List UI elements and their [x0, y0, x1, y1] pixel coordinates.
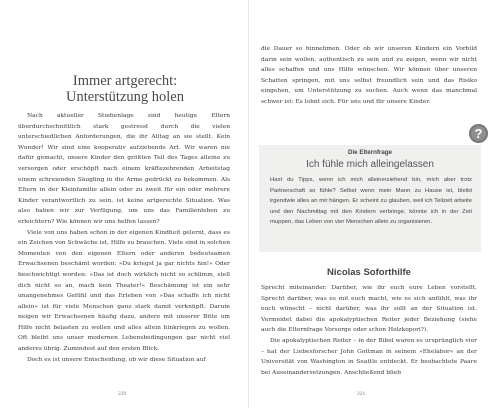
paragraph: Doch es ist unsere Entscheidung, ob wir diese Situation auf	[27, 356, 206, 363]
question-icon: ?	[469, 124, 488, 143]
box-body: Hast du Tipps, wenn ich mich alleinerziehend bin, mich aber trotz Partnerschaft so fühle? Selbst wenn mein Mann zu Hause ist, bleibt irgendwie alles an mir hängen. Er scheint zu glauben, weil ich Teilzeit arbeite und den Nachmittag mit den Kindern verbringe, könnte ich in der Zeit muppen, das Leben von vier Menschen allein zu organisieren.	[270, 177, 472, 226]
box-subtitle: Ich fühle mich alleingelassen	[306, 159, 434, 170]
paragraph: Sprecht miteinander. Darüber, wie ihr euch eure Leben vorstellt. Sprecht darüber, was es mit euch macht, wie es sich anfühlt, was ihr euch wünscht – nicht darüber, was ihr sollt an der Situation ist. Vermeidet dabei die apokalyptischen Reiter jeder Beziehung (siehe auch die Elternfrage Vorsorge oder schon Holzkopori?).	[261, 285, 477, 334]
paragraph: Nach aktueller Studienlage sind heutige Eltern überdurchschnittlich stark gestresst durch die vielen unterschiedlichen Anforderungen, die ihr Alltag an sie stellt. Kein Wunder! Wir sind eine kooperativ aufziehende Art. Wir waren nie dafür gemacht, unsere Kinder den größten Teil des Tages alleine zu versorgen oder erschöpft nach einem kräftezehrenden Arbeitstag einem schreienden Säugling in die Arme gedrückt zu bekommen. Als Eltern in der Kleinfamilie allein oder zu zweit für ein oder mehrere Kinder verantwortlich zu sein, ist keine artgerechte Situation. Was also haben wir zur Verfügung, um uns das Familienleben zu erleichtern? Wie können wir uns helfen lassen?	[18, 113, 230, 225]
paragraph: Die apokalyptischen Reiter – in der Bibel waren es ursprünglich vier – hat der Liebesforscher John Gottman in seinem »Ehelabor« an der Universität von Washington in Seattle entdeckt. Er beobachtete Paare bei Auseinandersetzungen. Anschließend blieb	[261, 337, 477, 376]
paragraph: Viele von uns haben schon in der eigenen Kindheit gelernt, dass es ein Zeichen von Schwäche ist, Hilfe zu brauchen. Viele sind in solchen Momenten von den eigenen Eltern oder anderen bedeutsamen Erwachsenen beschämt worden: »Du kriegst ja gar nichts hin!« Oder beschwichtigt worden: »Das ist doch wirklich nicht so schlimm, stell dich nicht so an, mach kein Theater!« Beschämung ist ein sehr unangenehmes Gefühl und das Erleben von »Das schaffe ich nicht allein« ist für viele Menschen ganz stark damit verknüpft. Darum neigen wir Erwachsenen häufig dazu, andere mit unserer Bitte um Hilfe nicht belasten zu wollen und alles allein hinkriegen zu wollen. Oft bleibt uns unser modernen Lebensbedingungen gar nicht viel anderes übrig. Zumindest auf den ersten Blick.	[18, 229, 230, 353]
chapter-title: Immer artgerecht: Unterstützung holen	[66, 73, 184, 105]
parent-question-box	[259, 145, 481, 252]
right-top-paragraph: die Dauer so hinnehmen. Oder ob wir unseren Kindern ein Vorbild darin sein wollen, authentisch zu sein und zu zeigen, wenn wir nicht alles schaffen und uns Hilfe wünschen. Wir können über unseren Schatten springen, mit uns selbst freundlich sein und das Risiko eingehen, um Unterstützung zu suchen. Auch wenn das manchmal schwer ist: Es lohnt sich. Für uns und für unsere Kinder.	[261, 46, 477, 105]
page-number: 220	[118, 391, 127, 397]
right-page	[249, 0, 500, 408]
page-number: 221	[357, 391, 366, 397]
box-title: Die Elternfrage	[347, 149, 392, 156]
right-body	[261, 283, 477, 378]
left-body	[18, 111, 230, 365]
section-heading: Nicolas Soforthilfe	[327, 267, 411, 278]
left-page	[0, 0, 249, 408]
